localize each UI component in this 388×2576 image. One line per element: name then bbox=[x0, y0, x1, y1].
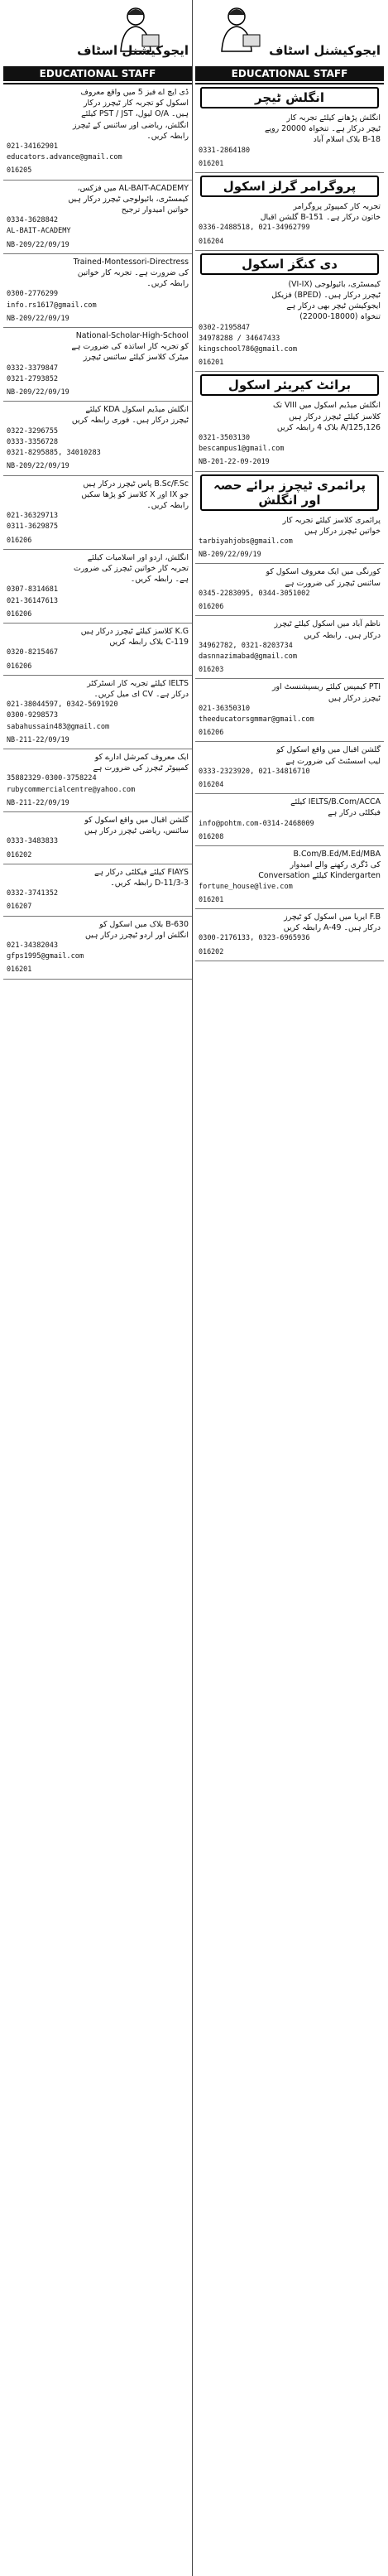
classified-ad bbox=[195, 397, 384, 471]
ad-text-line: خاتون درکار ہے۔ B-151 گلشن اقبال bbox=[260, 213, 381, 223]
ad-code: 016206 bbox=[7, 609, 32, 618]
classified-ad bbox=[3, 402, 192, 475]
ad-contact: 0321-3503130 bbox=[199, 434, 251, 443]
ad-contact: 0336-2488518, 021-34962799 bbox=[199, 224, 310, 233]
ad-contact: 021-36329713 bbox=[7, 512, 59, 521]
ad-code: 016206 bbox=[199, 728, 224, 737]
ad-contact: 0333-2323920, 021-34816710 bbox=[199, 767, 310, 776]
right-column bbox=[195, 0, 384, 2576]
ad-text-line: C-119 بلاک رابطہ کریں bbox=[109, 638, 189, 648]
ad-contact: 0300-2776299 bbox=[7, 290, 59, 299]
ad-text-line: درکار ہیں۔ A-49 رابطہ کریں bbox=[283, 923, 381, 933]
ad-contact: AL-BAIT-ACADEMY bbox=[7, 227, 71, 236]
ad-text-line: پرائمری کلاسز کیلئے تجربہ کار bbox=[282, 515, 381, 525]
ad-text-line: PTI کیمپس کیلئے ریسپشنسٹ اور bbox=[271, 682, 381, 692]
ad-contact: sabahussain483@gmail.com bbox=[7, 722, 110, 731]
section-heading: دی کنگز اسکول bbox=[200, 253, 379, 275]
classified-ad bbox=[3, 676, 192, 749]
ad-code: NB-209/22/09/19 bbox=[7, 461, 69, 470]
classified-ad bbox=[3, 476, 192, 550]
ad-code: 016207 bbox=[7, 902, 32, 911]
ad-text-line: کی ضرورت ہے۔ تجربہ کار خواتین bbox=[77, 268, 189, 278]
ad-text-line: کو تجربہ کار اساتذہ کی ضرورت ہے bbox=[71, 342, 189, 352]
ad-text-line: ہیں۔ O/A لیول، PST / JST کیلئے bbox=[81, 109, 189, 119]
ad-code: 016208 bbox=[199, 831, 224, 840]
ad-code: NB-201-22-09-2019 bbox=[199, 457, 270, 466]
ad-code: 016202 bbox=[7, 850, 32, 859]
ad-code: 016201 bbox=[199, 894, 224, 903]
ad-code: NB-209/22/09/19 bbox=[7, 388, 69, 397]
ad-text-line: سائنس ٹیچرز کی ضرورت ہے bbox=[285, 578, 381, 588]
ad-text-line: انگلش، اردو اور اسلامیات کیلئے bbox=[87, 552, 189, 562]
ad-code: 016204 bbox=[199, 779, 224, 788]
ad-code: NB-211-22/09/19 bbox=[7, 734, 69, 744]
ad-text-line: درکار ہے۔ CV ای میل کریں۔ bbox=[93, 689, 189, 699]
ad-contact: tarbiyahjobs@gmail.com bbox=[199, 537, 293, 546]
classified-ad bbox=[195, 909, 384, 961]
classified-ad bbox=[195, 794, 384, 846]
ad-text-line: ہے۔ رابطہ کریں۔ bbox=[130, 575, 189, 585]
right-column-header bbox=[195, 0, 384, 84]
ad-contact: 0332-3741352 bbox=[7, 889, 59, 898]
ad-text-line: B-630 بلاک میں اسکول کو bbox=[99, 919, 189, 929]
classified-ad bbox=[3, 181, 192, 254]
ad-text-line: کیمسٹری، بائیولوجی (VI-IX) bbox=[288, 279, 381, 289]
left-ads-list bbox=[3, 84, 192, 980]
column-divider bbox=[192, 0, 193, 2576]
classified-ad bbox=[3, 624, 192, 676]
left-column bbox=[3, 0, 192, 2576]
ad-contact: 0332-3379847 bbox=[7, 364, 59, 373]
ad-text-line: ٹیچرز درکار ہیں۔ فوری رابطہ کریں bbox=[71, 416, 189, 426]
ad-contact: 0333-3483833 bbox=[7, 837, 59, 846]
ad-text-line: لیب اسسٹنٹ کی ضرورت ہے bbox=[285, 756, 381, 766]
ad-contact: fortune_house@live.com bbox=[199, 882, 293, 891]
ad-contact: kingschool786@gmail.com bbox=[199, 345, 297, 354]
classified-ad bbox=[3, 749, 192, 812]
ad-contact: 0333-3356728 bbox=[7, 437, 59, 446]
classified-ad bbox=[195, 199, 384, 251]
ad-text-line: A/125,126 بلاک 4 رابطہ کریں bbox=[276, 422, 381, 432]
ad-contact: 0321-8295885, 34010283 bbox=[7, 449, 101, 458]
ad-contact: theeducatorsgmmar@gmail.com bbox=[199, 715, 314, 724]
ad-contact: 0334-3628842 bbox=[7, 216, 59, 225]
ad-contact: 0302-2195847 bbox=[199, 323, 251, 332]
ad-text-line: Kindergarten کیلئے Conversation bbox=[258, 871, 381, 881]
ad-text-line: انگلش میڈیم اسکول KDA کیلئے bbox=[85, 405, 189, 415]
classified-ad bbox=[195, 679, 384, 742]
ad-text-line: کیمسٹری، بائیولوجی ٹیچرز درکار ہیں bbox=[68, 194, 189, 204]
ad-text-line: خواتین ٹیچرز درکار ہیں bbox=[304, 526, 381, 536]
ad-text-line: انگلش میڈیم اسکول میں VIII تک bbox=[273, 401, 381, 411]
ad-text-line: F.B ایریا میں اسکول کو ٹیچرز bbox=[284, 912, 381, 922]
classified-ad bbox=[195, 742, 384, 794]
ad-text-line: درکار ہیں۔ رابطہ کریں bbox=[304, 630, 381, 640]
left-column-header bbox=[3, 0, 192, 84]
ad-contact: 021-36147613 bbox=[7, 596, 59, 605]
ad-text-line: میٹرک کلاسز کیلئے سائنس ٹیچرز bbox=[83, 353, 189, 363]
ad-code: 016206 bbox=[7, 661, 32, 670]
ad-contact: educators.advance@gmail.com bbox=[7, 153, 122, 162]
ad-contact: 021-34162901 bbox=[7, 142, 59, 152]
ad-contact: 021-34382043 bbox=[7, 941, 59, 951]
classified-ad bbox=[3, 917, 192, 980]
ad-contact: 34962782, 0321-8203734 bbox=[199, 641, 293, 650]
section-heading: پروگرامر گرلز اسکول bbox=[200, 176, 379, 197]
ad-text-line: Trained-Montessori-Directress bbox=[73, 257, 189, 267]
ad-contact: info@pohtm.com-0314-2468009 bbox=[199, 819, 314, 828]
header-title-english: EDUCATIONAL STAFF bbox=[3, 66, 192, 81]
ad-text-line: رابطہ کریں۔ bbox=[146, 279, 189, 289]
ad-text-line: کمپیوٹر ٹیچرز کی ضرورت ہے bbox=[93, 763, 189, 773]
ad-text-line: ڈی ایچ اے فیز 5 میں واقع معروف bbox=[80, 88, 189, 97]
classified-ad bbox=[3, 84, 192, 181]
ad-code: NB-209/22/09/19 bbox=[7, 313, 69, 322]
ad-contact: bescampus1@gmail.com bbox=[199, 445, 285, 454]
ad-text-line: کی ڈگری رکھنے والے امیدوار bbox=[290, 860, 381, 870]
ad-code: 016206 bbox=[199, 602, 224, 611]
ad-text-line: National-Scholar-High-School bbox=[75, 331, 189, 341]
ad-text-line: تجربہ کار کمپیوٹر پروگرامر bbox=[293, 202, 381, 212]
ad-contact: 0331-2864180 bbox=[199, 146, 251, 155]
ad-code: NB-209/22/09/19 bbox=[7, 239, 69, 248]
classified-ad bbox=[195, 513, 384, 565]
ad-code: NB-209/22/09/19 bbox=[199, 550, 261, 559]
ad-text-line: اسکول کو تجربہ کار ٹیچرز درکار bbox=[83, 99, 189, 108]
classified-ad bbox=[195, 277, 384, 373]
ad-text-line: B-18 بلاک اسلام آباد bbox=[313, 135, 381, 145]
ad-contact: gfps1995@gmail.com bbox=[7, 952, 84, 961]
classified-ad bbox=[195, 846, 384, 909]
ad-text-line: رابطہ کریں۔ bbox=[146, 500, 189, 510]
classified-ad bbox=[195, 110, 384, 173]
ad-text-line: 3-D-11/3 رابطہ کریں۔ bbox=[110, 879, 189, 888]
ad-text-line: ایک معروف کمرشل ادارے کو bbox=[94, 752, 189, 762]
ad-text-line: جو IX اور X کلاسز کو پڑھا سکیں bbox=[81, 489, 189, 499]
ad-text-line: IELTS کیلئے تجربہ کار انسٹرکٹر bbox=[87, 678, 189, 688]
teacher-illustration-icon bbox=[204, 2, 268, 56]
classified-ad bbox=[3, 254, 192, 328]
ad-text-line: AL-BAIT-ACADEMY میں فزکس، bbox=[77, 183, 189, 193]
ad-contact: 0300-2176133, 0323-6965936 bbox=[199, 934, 310, 943]
ad-text-line: IELTS/B.Com/ACCA کیلئے bbox=[290, 797, 381, 807]
ad-text-line: رابطہ کریں۔ bbox=[146, 131, 189, 141]
section-heading: برائٹ کیریئر اسکول bbox=[200, 374, 379, 396]
ad-contact: 0300-9298573 bbox=[7, 711, 59, 720]
ad-contact: 021-38044597, 0342-5691920 bbox=[7, 701, 118, 710]
ad-text-line: FIAYS کیلئے فیکلٹی درکار ہے bbox=[94, 867, 189, 877]
ad-text-line: گلشن اقبال میں واقع اسکول کو bbox=[276, 745, 381, 755]
ad-contact: dasnnazimabad@gmail.com bbox=[199, 652, 297, 661]
ad-code: 016202 bbox=[199, 946, 224, 956]
ad-contact: 35882329-0300-3758224 bbox=[7, 774, 97, 783]
header-title-urdu: ایجوکیشنل اسٹاف bbox=[269, 43, 381, 58]
ad-code: 016201 bbox=[7, 965, 32, 974]
ad-code: 016201 bbox=[199, 358, 224, 367]
ad-text-line: انگلش، ریاضی اور سائنس کے ٹیچرز bbox=[72, 120, 189, 130]
ad-text-line: تجربہ کار خواتین ٹیچرز کی ضرورت bbox=[74, 563, 189, 573]
section-heading: پرائمری ٹیچرز برائے حصہ اور انگلش bbox=[200, 474, 379, 511]
section-heading: انگلش ٹیچر bbox=[200, 87, 379, 108]
ad-code: 016201 bbox=[199, 158, 224, 167]
classified-ad bbox=[3, 864, 192, 917]
ad-code: 016203 bbox=[199, 665, 224, 674]
ad-text-line: ناظم آباد میں اسکول کیلئے ٹیچرز bbox=[274, 619, 381, 629]
ad-code: 016204 bbox=[199, 236, 224, 245]
ad-text-line: ٹیچرز درکار ہیں bbox=[328, 693, 381, 703]
ad-text-line: فیکلٹی درکار ہے bbox=[328, 808, 381, 818]
ad-text-line: کورنگی میں ایک معروف اسکول کو bbox=[266, 567, 381, 577]
ad-contact: 0320-8215467 bbox=[7, 648, 59, 657]
ad-text-line: B.Com/B.Ed/M.Ed/MBA bbox=[293, 849, 381, 859]
ad-text-line: ٹیچر درکار ہے۔ تنخواہ 20000 روپے bbox=[264, 124, 381, 134]
ad-text-line: B.Sc/F.Sc پاس ٹیچرز درکار ہیں bbox=[83, 479, 189, 489]
classified-ad bbox=[195, 564, 384, 616]
ad-contact: 34978288 / 34647433 bbox=[199, 334, 280, 343]
ad-text-line: K.G کلاسز کیلئے ٹیچرز درکار ہیں bbox=[80, 626, 189, 636]
ad-contact: 0311-3629875 bbox=[7, 522, 59, 532]
classified-ad bbox=[3, 328, 192, 402]
header-title-english: EDUCATIONAL STAFF bbox=[195, 66, 384, 81]
ad-text-line: انگلش اور اردو ٹیچرز درکار ہیں bbox=[84, 930, 189, 940]
header-title-urdu: ایجوکیشنل اسٹاف bbox=[77, 43, 189, 58]
ad-code: NB-211-22/09/19 bbox=[7, 797, 69, 807]
ad-code: 016206 bbox=[7, 535, 32, 544]
classified-ad bbox=[3, 550, 192, 624]
ad-text-line: ایجوکیشن ٹیچر بھی درکار ہے bbox=[286, 301, 381, 311]
ad-text-line: خواتین امیدوار ترجیح bbox=[121, 205, 189, 215]
ad-text-line: ٹیچرز درکار ہیں۔ (BPED) فزیکل bbox=[271, 291, 381, 301]
ad-contact: 0321-2793852 bbox=[7, 374, 59, 383]
ad-text-line: گلشن اقبال میں واقع اسکول کو bbox=[84, 815, 189, 825]
ad-contact: info.rs1617@gmail.com bbox=[7, 301, 97, 310]
ad-text-line: انگلش پڑھانے کیلئے تجربہ کار bbox=[286, 113, 381, 123]
ad-code: 016205 bbox=[7, 166, 32, 175]
ad-text-line: کلاسز کیلئے ٹیچرز درکار ہیں bbox=[289, 412, 381, 421]
classified-ad bbox=[195, 616, 384, 679]
ad-contact: rubycommercialcentre@yahoo.com bbox=[7, 785, 136, 794]
ad-contact: 0345-2283095, 0344-3051002 bbox=[199, 589, 310, 598]
right-ads-list bbox=[195, 87, 384, 961]
ad-contact: 021-36350310 bbox=[199, 704, 251, 713]
classified-ad bbox=[3, 812, 192, 864]
ad-contact: 0322-3296755 bbox=[7, 426, 59, 436]
ad-contact: 0307-8314681 bbox=[7, 585, 59, 595]
ad-text-line: تنخواہ (18000-22000) bbox=[299, 312, 381, 322]
ad-text-line: سائنس، ریاضی ٹیچرز درکار ہیں bbox=[84, 826, 189, 836]
